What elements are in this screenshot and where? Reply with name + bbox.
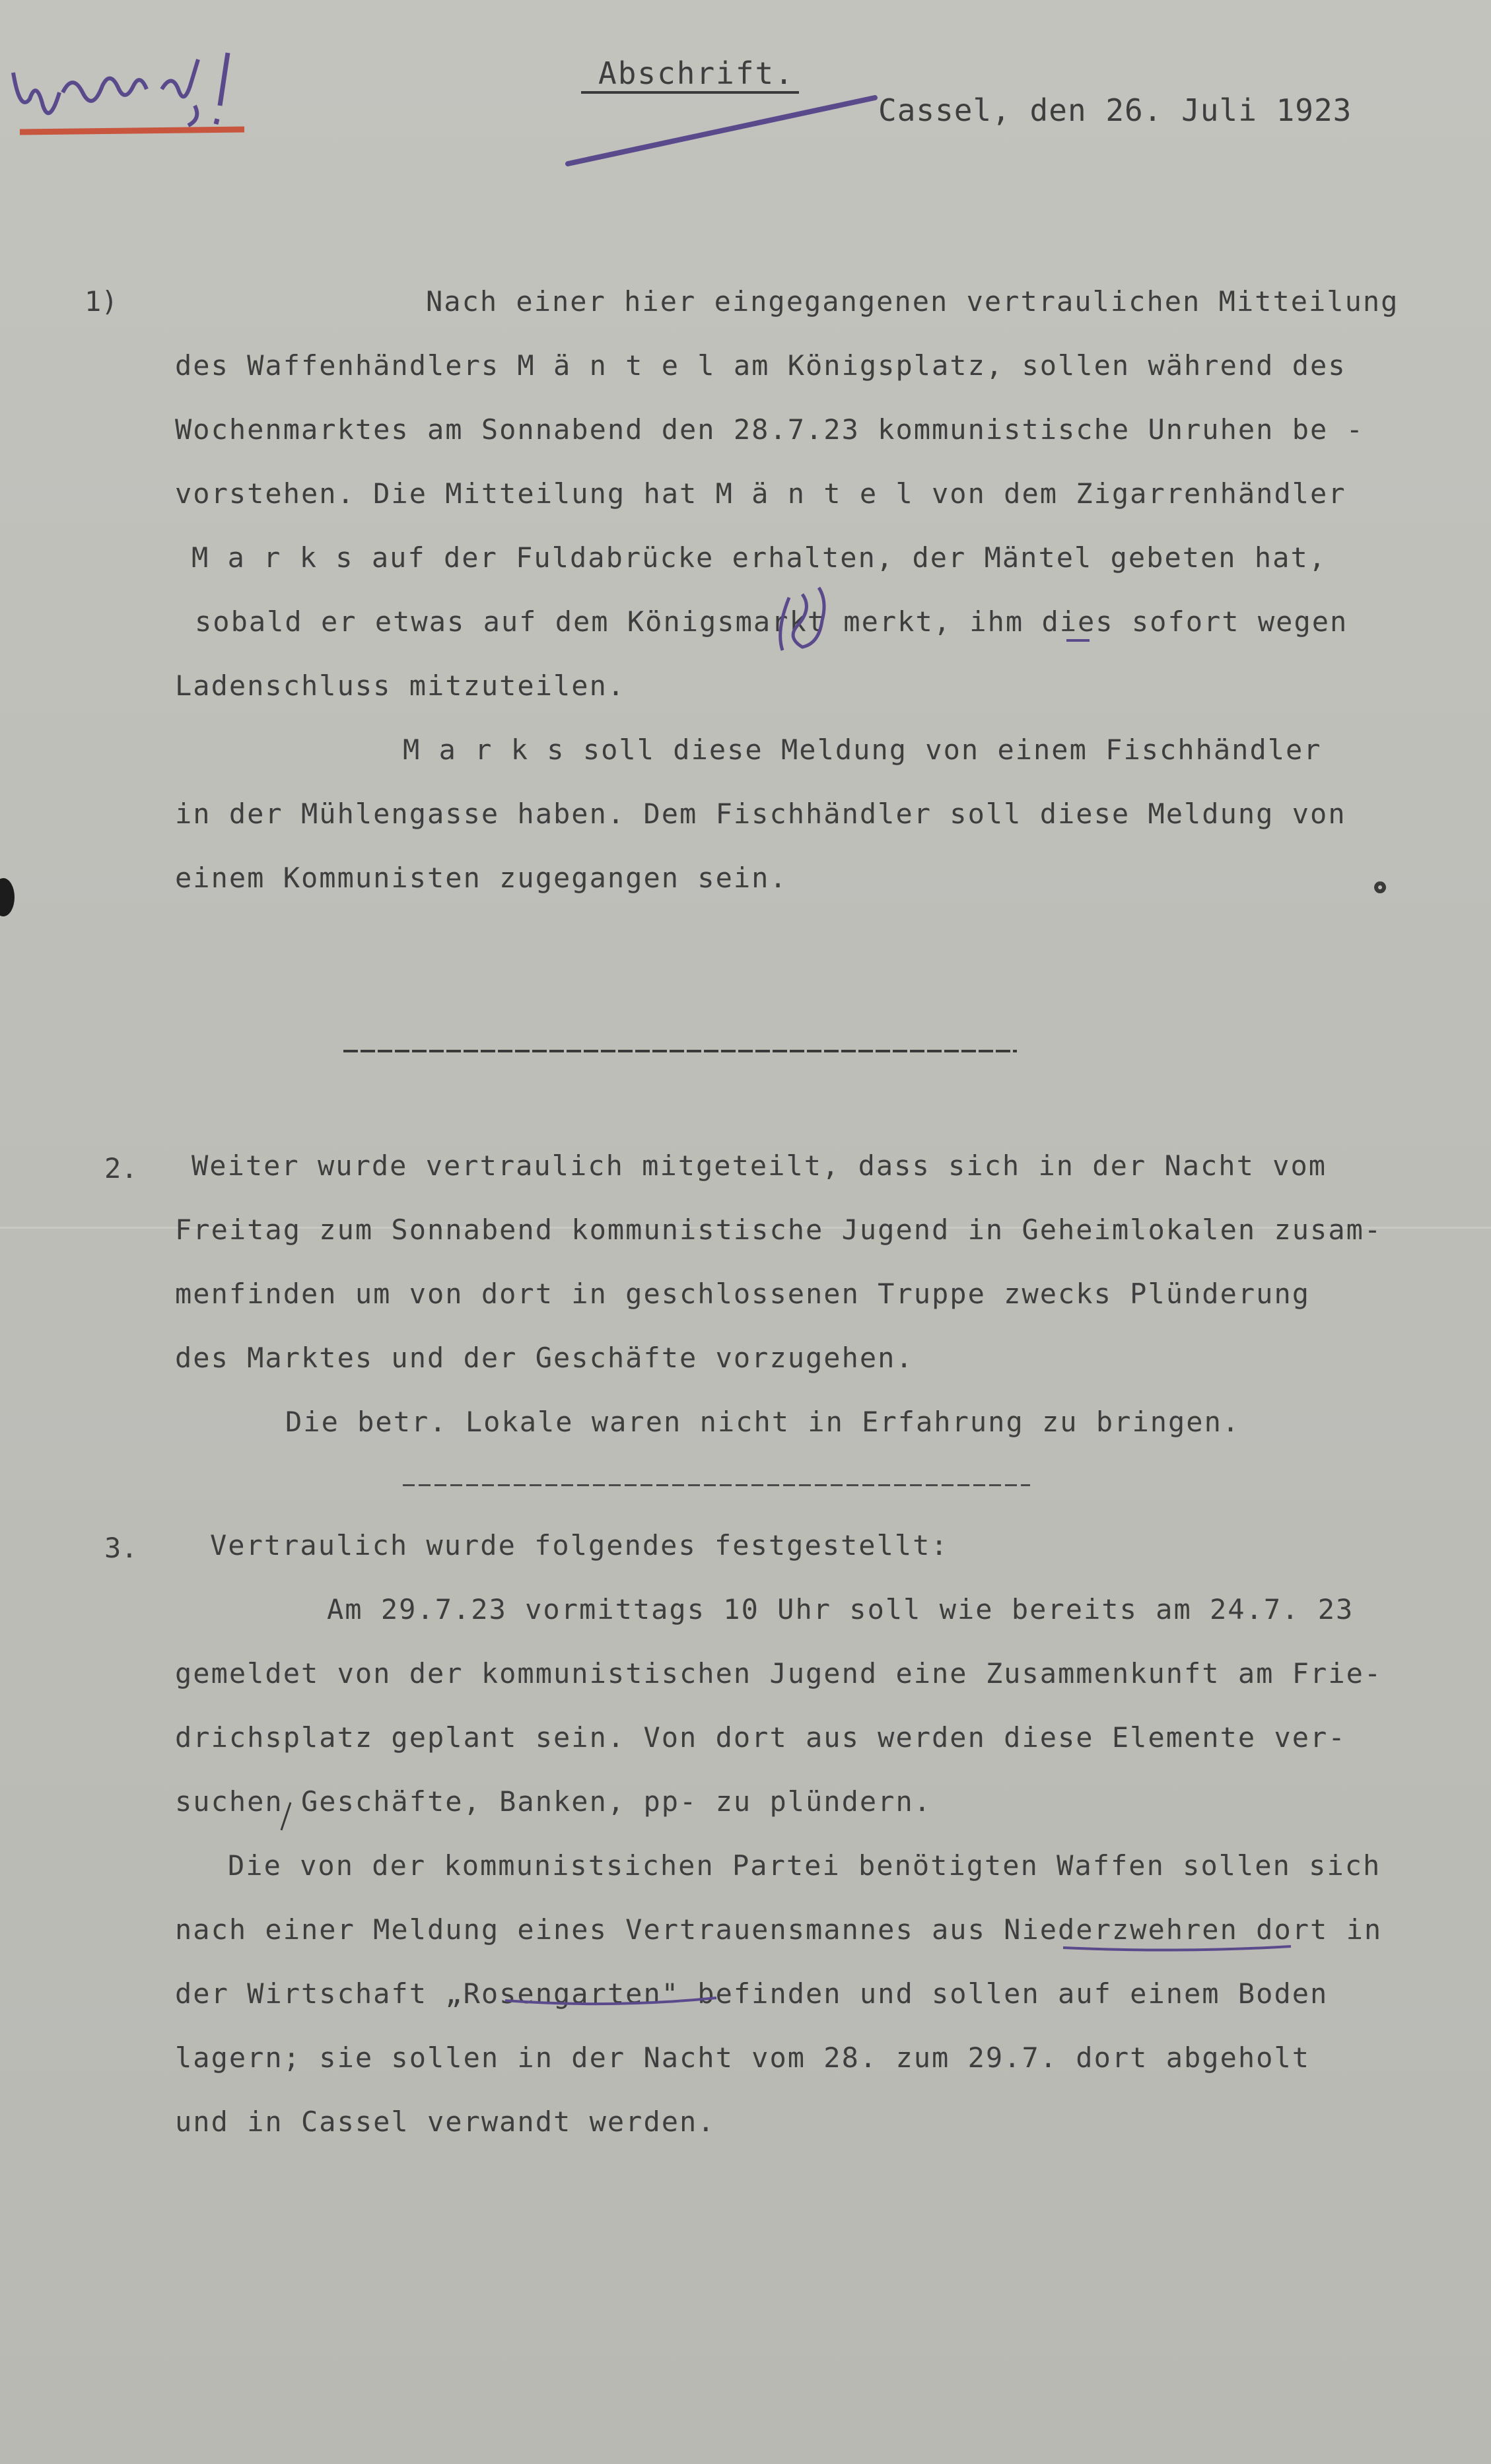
section-2-line: Die betr. Lokale waren nicht in Erfahrung zu bringen.: [285, 1406, 1241, 1438]
section-2-number: 2.: [104, 1152, 138, 1184]
document-title: Abschrift.: [598, 55, 794, 91]
section-3-line: Die von der kommunistsichen Partei benötigten Waffen sollen sich: [228, 1849, 1381, 1882]
section-1-line: in der Mühlengasse haben. Dem Fischhändler soll diese Meldung von: [175, 798, 1346, 830]
section-separator: [343, 1050, 1017, 1052]
section-2-line: menfinden um von dort in geschlossenen Truppe zwecks Plünderung: [175, 1278, 1311, 1310]
document-date: Cassel, den 26. Juli 1923: [878, 92, 1352, 128]
section-1-line: vorstehen. Die Mitteilung hat M ä n t e l von dem Zigarrenhändler: [175, 477, 1346, 510]
section-3-line: suchen Geschäfte, Banken, pp- zu plündern.: [175, 1785, 932, 1818]
section-3-line: lagern; sie sollen in der Nacht vom 28. zum 29.7. dort abgeholt: [175, 2041, 1311, 2074]
section-separator: [403, 1484, 1030, 1486]
section-3-line: drichsplatz geplant sein. Von dort aus werden diese Elemente ver-: [175, 1721, 1346, 1754]
title-underline: [581, 91, 799, 94]
section-3-number: 3.: [104, 1532, 138, 1564]
section-3-line: Vertraulich wurde folgendes festgestellt:: [210, 1529, 949, 1561]
section-1-line: Nach einer hier eingegangenen vertraulichen Mitteilung: [426, 285, 1399, 318]
section-1-line: M a r k s auf der Fuldabrücke erhalten, der Mäntel gebeten hat,: [191, 541, 1327, 574]
section-3-line: Am 29.7.23 vormittags 10 Uhr soll wie bereits am 24.7. 23: [327, 1593, 1354, 1626]
section-1-line: Wochenmarktes am Sonnabend den 28.7.23 kommunistische Unruhen be -: [175, 413, 1364, 446]
punch-hole: [0, 878, 15, 916]
section-3-line: der Wirtschaft „Rosengarten" befinden und sollen auf einem Boden: [175, 1977, 1329, 2010]
section-2-line: Freitag zum Sonnabend kommunistische Jugend in Geheimlokalen zusam-: [175, 1214, 1383, 1246]
section-3-line: gemeldet von der kommunistischen Jugend eine Zusammenkunft am Frie-: [175, 1657, 1383, 1690]
section-2-line: des Marktes und der Geschäfte vorzugehen.: [175, 1342, 914, 1374]
section-1-line: M a r k s soll diese Meldung von einem Fischhändler: [403, 734, 1322, 766]
section-1-line: Ladenschluss mitzuteilen.: [175, 669, 626, 702]
section-1-line: des Waffenhändlers M ä n t e l am Königsplatz, sollen während des: [175, 349, 1346, 382]
section-3-line: und in Cassel verwandt werden.: [175, 2105, 716, 2138]
section-1-line: einem Kommunisten zugegangen sein.: [175, 862, 788, 894]
section-1-line: sobald er etwas auf dem Königsmarkt merkt, ihm dies sofort wegen: [195, 605, 1348, 638]
section-1-number: 1): [85, 285, 118, 318]
section-3-line: nach einer Meldung eines Vertrauensmannes aus Niederzwehren dort in: [175, 1913, 1383, 1946]
section-2-line: Weiter wurde vertraulich mitgeteilt, dass sich in der Nacht vom: [191, 1149, 1327, 1182]
handwritten-note: [0, 26, 264, 145]
